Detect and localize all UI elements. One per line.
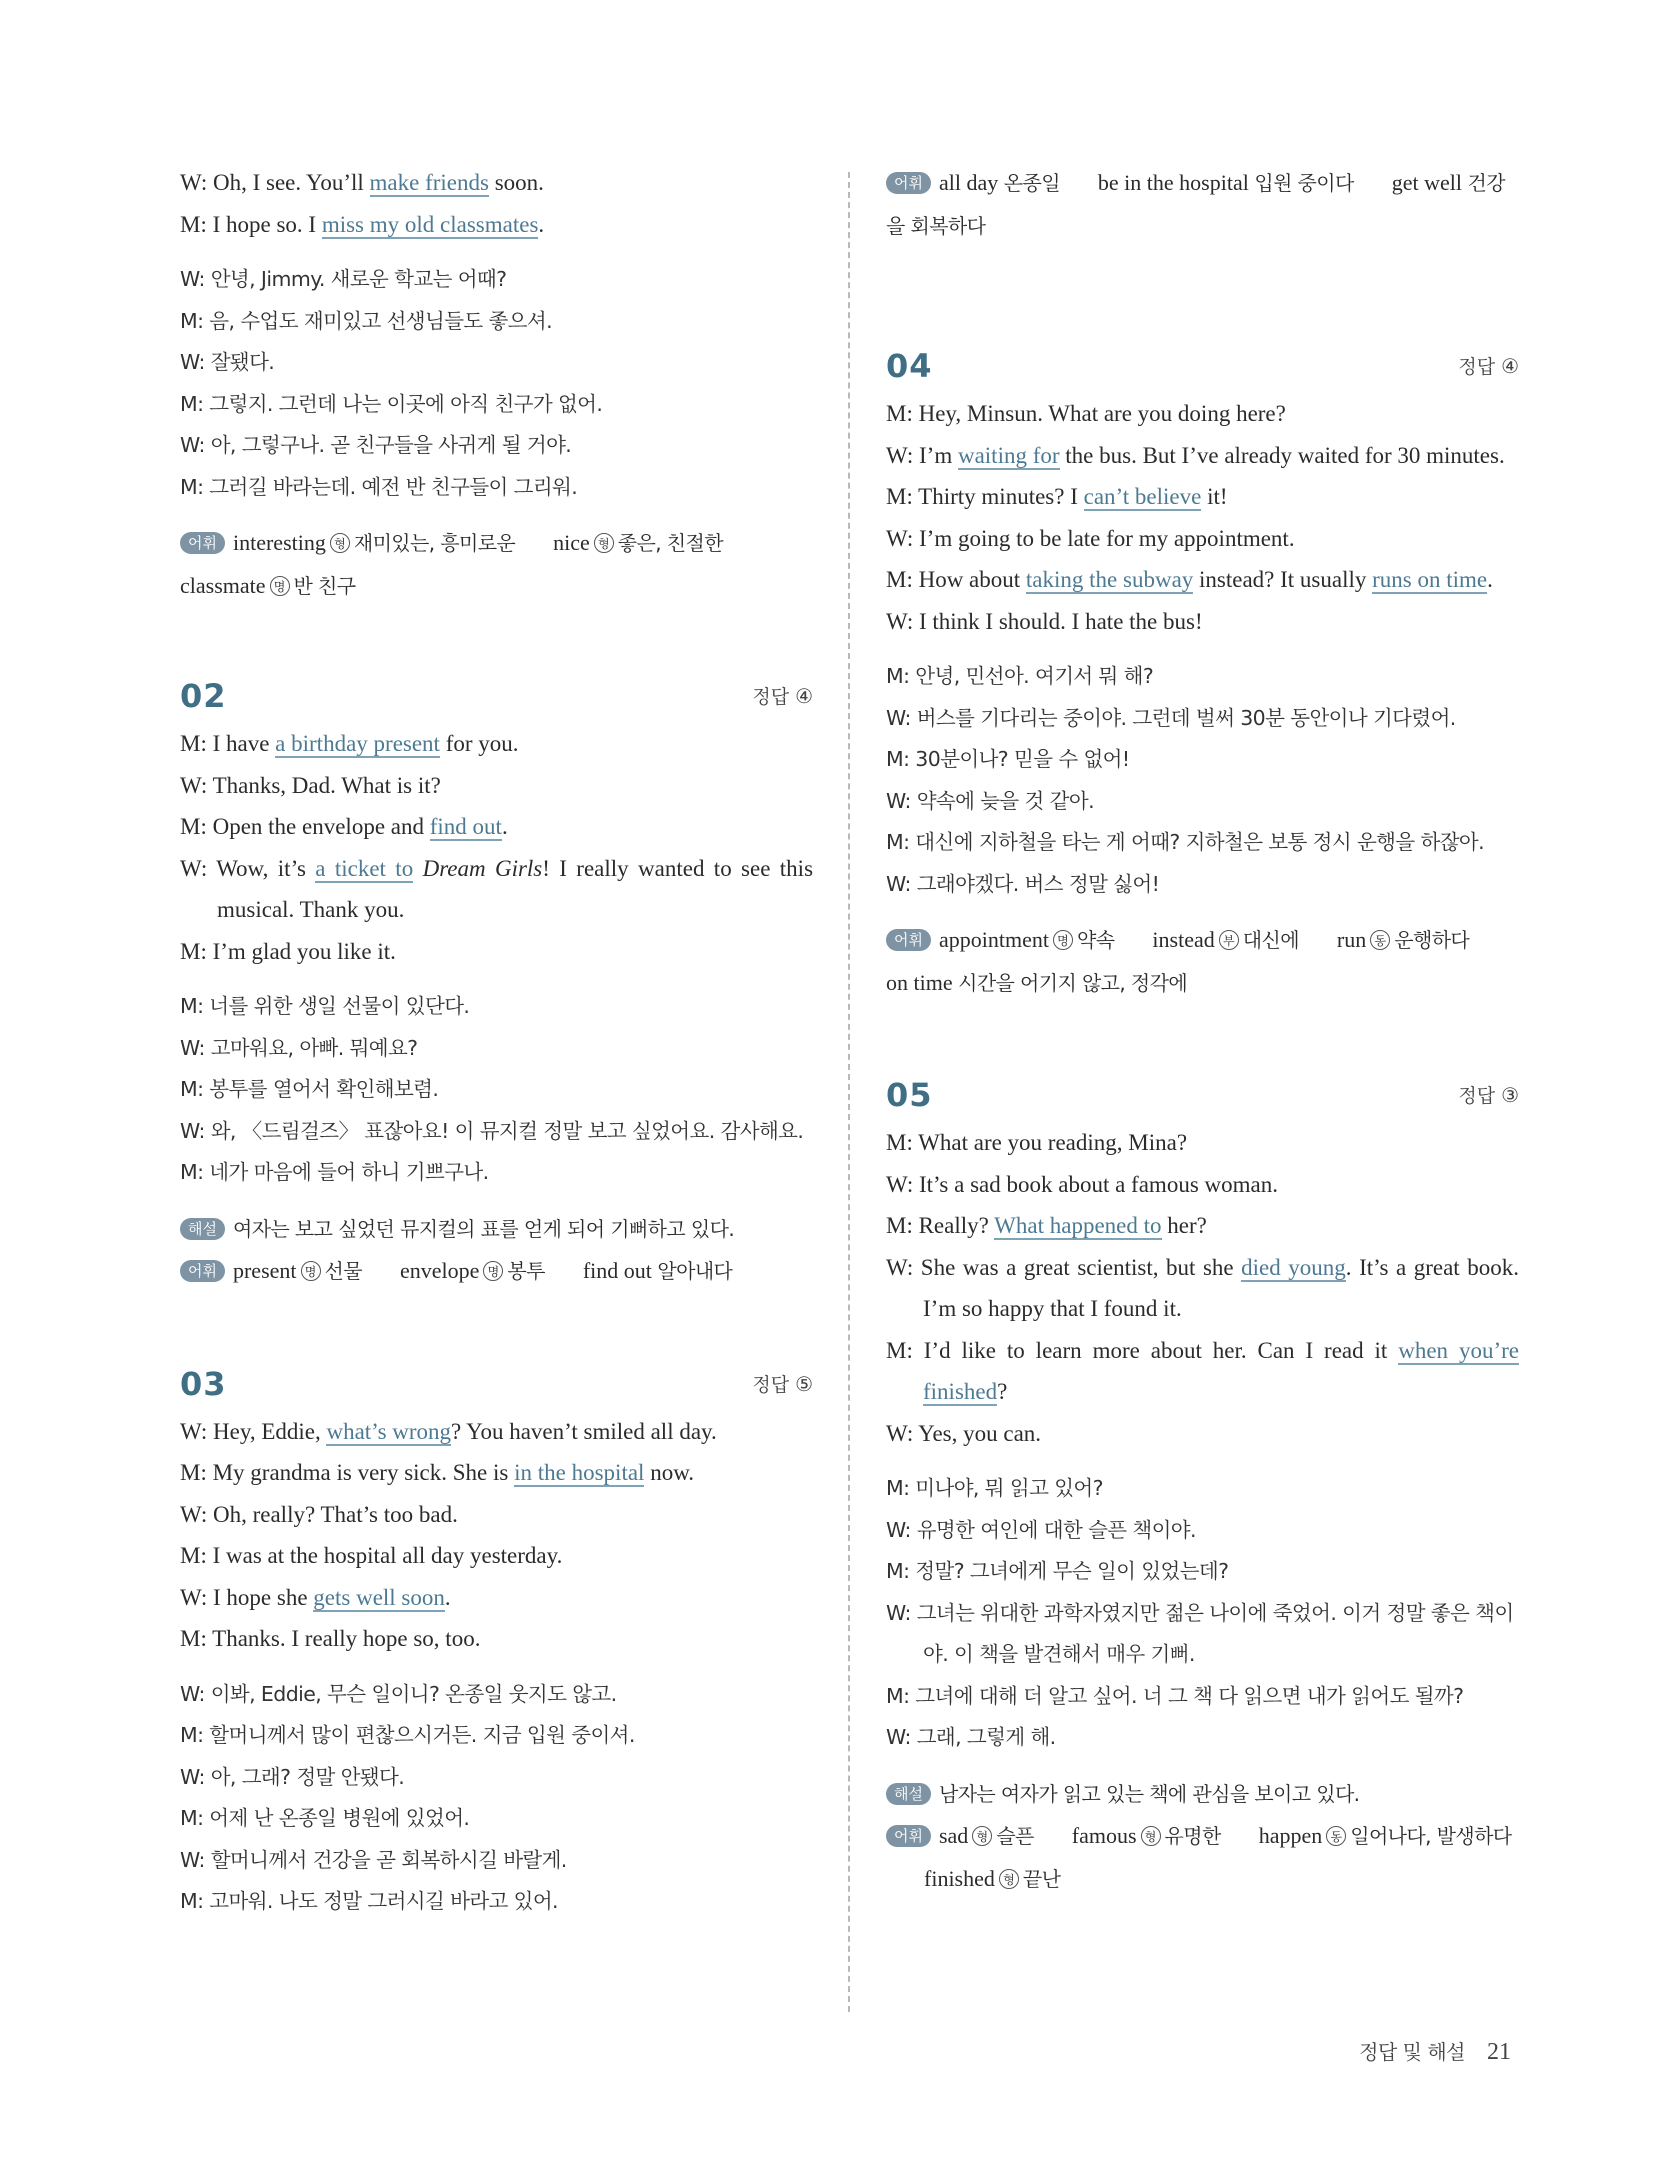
vocab-word: nice <box>553 530 590 555</box>
vocab-meaning: 반 친구 <box>293 573 356 598</box>
question-number: 03 <box>180 1364 227 1403</box>
vocab-word: instead <box>1152 927 1215 952</box>
dialogue-line <box>886 1247 1519 1330</box>
q01-vocabulary <box>180 522 813 607</box>
translation-line: M: 그녀에 대해 더 알고 싶어. 너 그 책 다 읽으면 내가 읽어도 될까? <box>886 1683 1464 1708</box>
vocab-word: interesting <box>232 530 326 555</box>
dialogue-text: ? <box>997 1379 1008 1404</box>
vocab-meaning: 슬픈 <box>996 1824 1034 1848</box>
q02-explanation <box>180 1208 813 1251</box>
vocab-meaning: 대신에 <box>1242 928 1299 952</box>
translation-line: W: 아, 그렇구나. 곧 친구들을 사귀게 될 거야. <box>180 433 572 457</box>
part-of-speech: 명 <box>270 576 290 596</box>
q01-dialogue-en <box>180 162 813 245</box>
translation-line: M: 정말? 그녀에게 무슨 일이 있었는데? <box>886 1559 1229 1583</box>
answer-circle: ⑤ <box>795 1371 813 1396</box>
key-phrase: gets well soon <box>313 1584 445 1610</box>
q05-explanation <box>886 1773 1519 1816</box>
q02-dialogue-en <box>180 723 813 972</box>
dialogue-text: W: She was a great scientist, but she <box>886 1254 1242 1280</box>
dialogue-text: her? <box>1161 1213 1207 1238</box>
dialogue-text: W: I’m <box>886 442 958 468</box>
dialogue-line <box>886 435 1519 477</box>
dialogue-line <box>886 1413 1519 1455</box>
dialogue-text: instead? It usually <box>1193 567 1373 592</box>
translation-line: W: 그래야겠다. 버스 정말 싫어! <box>886 871 1160 896</box>
q04-header <box>886 347 1519 385</box>
vocab-word: happen <box>1258 1823 1323 1848</box>
vocab-badge: 어휘 <box>886 172 931 194</box>
dialogue-text: M: I was at the hospital all day yesterday. <box>180 1543 563 1568</box>
vocab-meaning: 봉투 <box>507 1259 545 1283</box>
translation-line: M: 음, 수업도 재미있고 선생님들도 좋으셔. <box>180 308 553 333</box>
vocab-word: appointment <box>938 927 1049 952</box>
question-number: 05 <box>886 1076 933 1114</box>
dialogue-line <box>180 931 813 973</box>
page-footer <box>1359 2036 1511 2066</box>
q05-header <box>886 1076 1519 1114</box>
dialogue-text: M: Open the envelope and <box>180 814 430 839</box>
vocab-badge: 어휘 <box>886 1825 931 1847</box>
key-phrase: what’s wrong <box>326 1418 452 1444</box>
translation-line: W: 그녀는 위대한 과학자였지만 젊은 나이에 죽었어. 이거 정말 좋은 책이야. 이 책을 발견해서 매우 기뻐. <box>886 1600 1514 1666</box>
translation-line: M: 네가 마음에 들어 하니 기쁘구나. <box>180 1160 489 1184</box>
dialogue-text: ? You haven’t smiled all day. <box>451 1418 717 1444</box>
vocab-list <box>886 919 1519 1004</box>
vocab-meaning: 알아내다 <box>657 1259 733 1283</box>
translation-line: M: 어제 난 온종일 병원에 있었어. <box>180 1806 470 1830</box>
answer-key: 정답 ③ <box>1458 1083 1519 1107</box>
dialogue-text: W: Oh, really? That’s too bad. <box>180 1501 458 1527</box>
answer-key: 정답 ④ <box>1458 354 1519 378</box>
vocab-meaning: 유명한 <box>1164 1824 1221 1848</box>
part-of-speech: 명 <box>1053 930 1073 950</box>
translation-line: M: 봉투를 열어서 확인해보렴. <box>180 1077 439 1101</box>
translation-line: M: 대신에 지하철을 타는 게 어때? 지하철은 보통 정시 운행을 하잖아. <box>886 830 1485 854</box>
vocab-word: find out <box>582 1258 652 1283</box>
vocab-meaning: 재미있는, 흥미로운 <box>353 531 516 555</box>
part-of-speech: 명 <box>483 1261 503 1281</box>
q03-header <box>180 1365 813 1403</box>
part-of-speech: 동 <box>1326 1826 1346 1846</box>
q02-vocabulary <box>180 1250 813 1293</box>
dialogue-text: M: Thanks. I really hope so, too. <box>180 1626 481 1651</box>
q03-dialogue-en <box>180 1411 813 1660</box>
vocab-meaning: 끝난 <box>1022 1866 1061 1891</box>
dialogue-text: . <box>444 1584 451 1610</box>
dialogue-line <box>886 1122 1519 1164</box>
right-column <box>886 162 1519 1900</box>
vocab-list <box>180 522 813 607</box>
key-phrase: a birthday present <box>275 731 440 756</box>
key-phrase: a ticket to <box>315 855 414 881</box>
dialogue-line <box>180 723 813 765</box>
translation-line: W: 와, 〈드림걸즈〉 표잖아요! 이 뮤지컬 정말 보고 싶었어요. 감사해요. <box>180 1118 804 1143</box>
question-number: 02 <box>180 677 227 715</box>
answer-circle: ④ <box>1501 354 1519 378</box>
key-phrase: make friends <box>369 170 489 195</box>
translation-line: M: 할머니께서 많이 편찮으시거든. 지금 입원 중이셔. <box>180 1723 635 1747</box>
key-phrase: find out <box>429 814 502 839</box>
key-phrase: What happened to <box>994 1213 1162 1238</box>
dialogue-line <box>886 559 1519 601</box>
vocab-word: be in the hospital <box>1097 170 1249 195</box>
part-of-speech: 동 <box>1370 930 1390 950</box>
vocab-meaning: 일어나다, 발생하다 <box>1350 1824 1512 1848</box>
dialogue-line <box>180 1452 813 1494</box>
translation-line: M: 너를 위한 생일 선물이 있단다. <box>180 994 470 1018</box>
key-phrase: can’t believe <box>1083 484 1202 509</box>
vocab-word: present <box>232 1258 297 1283</box>
translation-line: M: 고마워. 나도 정말 그러시길 바라고 있어. <box>180 1889 558 1913</box>
vocab-word: envelope <box>399 1258 480 1283</box>
q04-dialogue-ko <box>886 656 1519 905</box>
dialogue-text: . It’s a great book. I’m so happy that I found it. <box>923 1254 1519 1321</box>
translation-line: W: 고마워요, 아빠. 뭐예요? <box>180 1035 418 1060</box>
dialogue-text: soon. <box>488 170 544 195</box>
part-of-speech: 형 <box>999 1869 1019 1889</box>
q03-dialogue-ko <box>180 1674 813 1923</box>
vocab-badge: 어휘 <box>180 532 225 554</box>
translation-line: M: 미나야, 뭐 읽고 있어? <box>886 1476 1103 1500</box>
translation-line: M: 그렇지. 그런데 나는 이곳에 아직 친구가 없어. <box>180 391 603 416</box>
dialogue-line <box>180 1577 813 1619</box>
dialogue-line <box>886 518 1519 560</box>
dialogue-line <box>180 162 813 204</box>
dialogue-text: M: I have <box>180 731 276 756</box>
dialogue-line <box>180 204 813 246</box>
part-of-speech: 명 <box>301 1261 321 1281</box>
dialogue-text: M: I hope so. I <box>180 211 322 237</box>
vocab-meaning: 좋은, 친절한 <box>617 531 723 555</box>
dialogue-text: now. <box>644 1460 695 1485</box>
dialogue-text: ! I really wanted to see this musical. Thank you. <box>217 855 814 922</box>
part-of-speech: 형 <box>594 533 614 553</box>
vocab-word: run <box>1336 927 1367 952</box>
dialogue-text: W: Thanks, Dad. What is it? <box>180 772 441 798</box>
translation-line: W: 버스를 기다리는 중이야. 그런데 벌써 30분 동안이나 기다렸어. <box>886 705 1456 730</box>
explanation-text: 남자는 여자가 읽고 있는 책에 관심을 보이고 있다. <box>938 1781 1360 1806</box>
part-of-speech: 형 <box>330 533 350 553</box>
q01-dialogue-ko <box>180 259 813 508</box>
dialogue-text: Dream Girls <box>422 855 543 881</box>
translation-line: W: 안녕, Jimmy. 새로운 학교는 어때? <box>180 267 507 291</box>
dialogue-text: M: I’d like to learn more about her. Can I read it <box>886 1337 1399 1363</box>
dialogue-text: the bus. But I’ve already waited for 30 minutes. <box>1059 442 1505 468</box>
explanation-text: 여자는 보고 싶었던 뮤지컬의 표를 얻게 되어 기뻐하고 있다. <box>232 1216 735 1241</box>
vocab-list <box>886 162 1519 247</box>
q03-vocabulary <box>886 162 1519 247</box>
vocab-word: sad <box>938 1823 969 1848</box>
vocab-word: finished <box>924 1865 995 1891</box>
vocab-list <box>886 1815 1519 1900</box>
answer-key: 정답 ④ <box>752 684 813 708</box>
question-number: 04 <box>886 347 933 385</box>
translation-line: M: 그러길 바라는데. 예전 반 친구들이 그리워. <box>180 474 578 499</box>
translation-line: W: 유명한 여인에 대한 슬픈 책이야. <box>886 1517 1196 1542</box>
dialogue-text: M: Hey, Minsun. What are you doing here? <box>886 401 1286 426</box>
translation-line: W: 잘됐다. <box>180 350 275 374</box>
dialogue-text: M: My grandma is very sick. She is <box>180 1460 515 1485</box>
dialogue-line <box>180 1535 813 1577</box>
dialogue-text: W: Hey, Eddie, <box>180 1418 327 1444</box>
vocab-meaning: 온종일 <box>1003 171 1060 195</box>
vocab-badge: 어휘 <box>886 929 931 951</box>
explanation-note <box>180 1208 813 1251</box>
dialogue-line <box>886 393 1519 435</box>
dialogue-line <box>180 848 813 931</box>
key-phrase: taking the subway <box>1025 567 1194 592</box>
explanation-badge: 해설 <box>886 1783 931 1805</box>
part-of-speech: 형 <box>972 1826 992 1846</box>
dialogue-text: W: Oh, I see. You’ll <box>180 170 370 195</box>
translation-line: W: 약속에 늦을 것 같아. <box>886 788 1094 813</box>
vocab-word: all day <box>938 170 999 195</box>
q04-vocabulary <box>886 919 1519 1004</box>
vocab-meaning: 선물 <box>324 1259 362 1283</box>
translation-line: W: 아, 그래? 정말 안됐다. <box>180 1764 405 1789</box>
translation-line: M: 30분이나? 믿을 수 없어! <box>886 747 1130 771</box>
part-of-speech: 형 <box>1141 1826 1161 1846</box>
dialogue-text: . <box>501 814 508 839</box>
dialogue-text: for you. <box>439 731 519 756</box>
answer-circle: ④ <box>795 684 813 708</box>
left-column <box>180 162 813 1923</box>
dialogue-text <box>413 856 422 881</box>
key-phrase: in the hospital <box>514 1460 645 1485</box>
vocab-word: get well <box>1391 170 1462 195</box>
dialogue-line <box>180 765 813 807</box>
vocab-meaning: 시간을 어기지 않고, 정각에 <box>958 970 1188 995</box>
key-phrase: waiting for <box>957 442 1060 468</box>
dialogue-text: . <box>538 211 545 237</box>
dialogue-text: W: I’m going to be late for my appointment. <box>886 525 1295 551</box>
explanation-note <box>886 1773 1519 1816</box>
q05-vocabulary <box>886 1815 1519 1900</box>
answer-circle: ③ <box>1501 1083 1519 1107</box>
dialogue-text: M: Thirty minutes? I <box>886 484 1084 509</box>
dialogue-text: W: Wow, it’s <box>180 855 316 881</box>
vocab-meaning: 운행하다 <box>1394 928 1470 952</box>
translation-line: W: 할머니께서 건강을 곧 회복하시길 바랄게. <box>180 1847 567 1872</box>
dialogue-line <box>180 1411 813 1453</box>
dialogue-text: M: I’m glad you like it. <box>180 938 396 964</box>
q02-dialogue-ko <box>180 986 813 1194</box>
vocab-word: on time <box>886 969 953 995</box>
vocab-list <box>180 1250 813 1293</box>
dialogue-line <box>180 806 813 848</box>
page-number: 21 <box>1487 2039 1511 2065</box>
dialogue-text: M: What are you reading, Mina? <box>886 1130 1188 1155</box>
dialogue-line <box>886 1330 1519 1413</box>
dialogue-line <box>886 1205 1519 1247</box>
answer-key: 정답 ⑤ <box>752 1371 813 1396</box>
vocab-word: classmate <box>180 572 266 598</box>
translation-line: W: 이봐, Eddie, 무슨 일이니? 온종일 웃지도 않고. <box>180 1681 617 1706</box>
dialogue-text: it! <box>1201 484 1228 509</box>
vocab-word: famous <box>1071 1823 1137 1848</box>
q05-dialogue-en <box>886 1122 1519 1454</box>
dialogue-text: W: Yes, you can. <box>886 1420 1042 1446</box>
vocab-meaning: 입원 중이다 <box>1254 171 1354 195</box>
dialogue-line <box>886 476 1519 518</box>
dialogue-text: W: I think I should. I hate the bus! <box>886 608 1203 634</box>
dialogue-text: W: It’s a sad book about a famous woman. <box>886 1171 1278 1197</box>
translation-line: W: 그래, 그렇게 해. <box>886 1725 1056 1749</box>
column-divider <box>848 172 850 2012</box>
dialogue-line <box>886 1164 1519 1206</box>
translation-line: M: 안녕, 민선아. 여기서 뭐 해? <box>886 664 1154 688</box>
vocab-meaning: 약속 <box>1076 928 1115 952</box>
key-phrase: miss my old classmates <box>321 211 539 237</box>
q05-dialogue-ko <box>886 1468 1519 1759</box>
footer-label: 정답 및 해설 <box>1359 2040 1465 2064</box>
dialogue-text: M: Really? <box>886 1213 995 1238</box>
key-phrase: when you’re finished <box>923 1337 1519 1404</box>
explanation-badge: 해설 <box>180 1218 225 1240</box>
dialogue-line <box>180 1618 813 1660</box>
dialogue-line <box>180 1494 813 1536</box>
q04-dialogue-en <box>886 393 1519 642</box>
dialogue-text: W: I hope she <box>180 1584 314 1610</box>
dialogue-text: M: How about <box>886 567 1026 592</box>
part-of-speech: 부 <box>1219 930 1239 950</box>
q02-header <box>180 677 813 715</box>
dialogue-text: . <box>1487 567 1493 592</box>
key-phrase: died young <box>1241 1254 1346 1280</box>
key-phrase: runs on time <box>1372 567 1488 592</box>
dialogue-line <box>886 601 1519 643</box>
vocab-meaning: 건강을 회복하다 <box>886 171 1505 238</box>
vocab-badge: 어휘 <box>180 1260 225 1282</box>
